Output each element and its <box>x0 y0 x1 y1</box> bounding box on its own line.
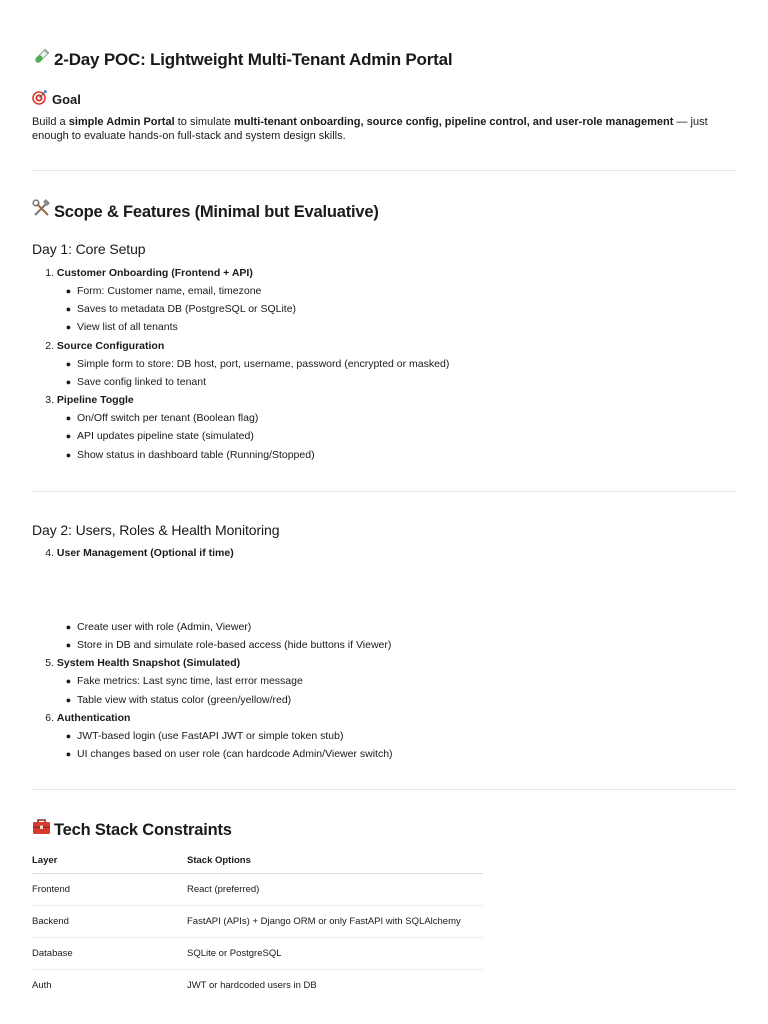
list-item-numbered: 4. User Management (Optional if time) <box>45 547 234 559</box>
toolbox-icon <box>32 818 51 841</box>
hammer-wrench-icon <box>32 199 51 224</box>
table-cell: Backend <box>32 906 187 938</box>
list-item: ● On/Off switch per tenant (Boolean flag) <box>65 412 259 424</box>
section-divider <box>32 170 736 171</box>
list-item: ● Fake metrics: Last sync time, last error message <box>65 675 303 687</box>
dart-target-icon <box>32 90 47 110</box>
table-header-row <box>32 847 483 874</box>
tech-stack-table <box>32 847 483 1001</box>
test-tube-icon <box>32 48 50 72</box>
goal-heading <box>32 90 81 110</box>
list-item-numbered: 5. System Health Snapshot (Simulated) <box>45 657 241 669</box>
list-item-numbered: 3. Pipeline Toggle <box>45 394 134 406</box>
table-cell: FastAPI (APIs) + Django ORM or only FastAPI with SQLAlchemy <box>187 906 483 938</box>
column-header: Stack Options <box>187 847 483 874</box>
scope-heading-text: Scope & Features (Minimal but Evaluative) <box>54 202 379 221</box>
list-item: ● Save config linked to tenant <box>65 376 207 388</box>
table-cell: React (preferred) <box>187 874 483 906</box>
page-title <box>32 48 452 72</box>
list-item-numbered: 2. Source Configuration <box>45 340 165 352</box>
tech-heading <box>32 818 232 841</box>
table-row <box>32 938 483 970</box>
list-item: ● Saves to metadata DB (PostgreSQL or SQLite) <box>65 303 297 315</box>
table-row <box>32 874 483 906</box>
list-item: ● Table view with status color (green/yellow/red) <box>65 694 292 706</box>
page-title-text: 2-Day POC: Lightweight Multi-Tenant Admin Portal <box>54 50 453 69</box>
table-row <box>32 970 483 1002</box>
table-cell: JWT or hardcoded users in DB <box>187 980 317 991</box>
list-item: ● UI changes based on user role (can hardcode Admin/Viewer switch) <box>65 748 393 760</box>
tech-heading-text: Tech Stack Constraints <box>54 820 232 839</box>
list-item: ● Form: Customer name, email, timezone <box>65 285 262 297</box>
table-cell: Database <box>32 938 187 970</box>
section-divider <box>32 491 736 492</box>
list-item: ● Create user with role (Admin, Viewer) <box>65 621 252 633</box>
table-row <box>32 906 483 938</box>
table-cell: Frontend <box>32 874 187 906</box>
column-header: Layer <box>32 847 187 874</box>
list-item: ● View list of all tenants <box>65 321 178 333</box>
goal-heading-text: Goal <box>52 92 81 107</box>
list-item-numbered: 1. Customer Onboarding (Frontend + API) <box>45 267 253 279</box>
list-item: ● Show status in dashboard table (Running/Stopped) <box>65 449 315 461</box>
scope-heading <box>32 199 379 224</box>
section-divider <box>32 789 736 790</box>
list-item-numbered: 6. Authentication <box>45 712 131 724</box>
list-item: ● JWT-based login (use FastAPI JWT or simple token stub) <box>65 730 344 742</box>
table-cell: Auth <box>32 980 52 991</box>
day1-heading: Day 1: Core Setup <box>32 241 146 257</box>
table-cell: SQLite or PostgreSQL <box>187 938 483 970</box>
list-item: ● Simple form to store: DB host, port, username, password (encrypted or masked) <box>65 358 450 370</box>
day2-heading: Day 2: Users, Roles & Health Monitoring <box>32 522 280 538</box>
list-item: ● Store in DB and simulate role-based access (hide buttons if Viewer) <box>65 639 392 651</box>
goal-paragraph: Build a simple Admin Portal to simulate multi-tenant onboarding, source config, pipeline control, and user-role management — just enough to evaluate hands-on full-stack and system design skills. <box>32 116 708 142</box>
list-item: ● API updates pipeline state (simulated) <box>65 430 254 442</box>
